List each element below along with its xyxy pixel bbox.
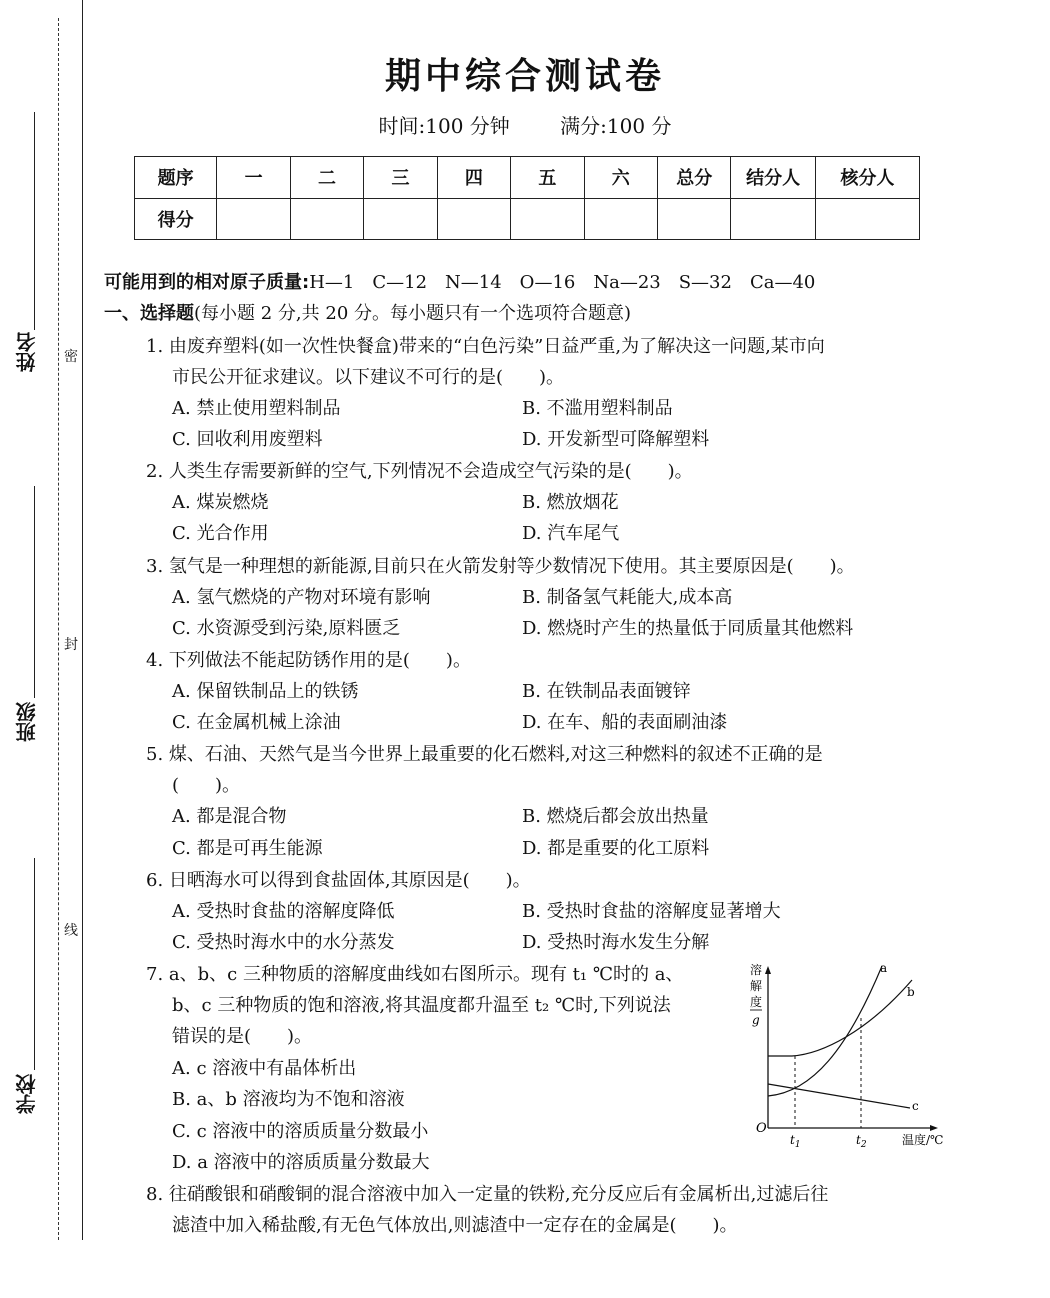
question-text: 8. 往硝酸银和硝酸铜的混合溶液中加入一定量的铁粉,充分反应后有金属析出,过滤后往 — [146, 1184, 829, 1205]
section-note: (每小题 2 分,共 20 分。每小题只有一个选项符合题意) — [194, 303, 632, 324]
option-b[interactable]: B. 燃放烟花 — [522, 492, 619, 513]
option-d[interactable]: D. 都是重要的化工原料 — [522, 838, 710, 859]
question-text: 5. 煤、石油、天然气是当今世界上最重要的化石燃料,对这三种燃料的叙述不正确的是 — [146, 744, 823, 765]
score-header-cell: 四 — [437, 157, 510, 199]
score-table-score-row — [135, 198, 920, 240]
question-text: 7. a、b、c 三种物质的溶解度曲线如右图所示。现有 t₁ ℃时的 a、 — [146, 964, 684, 985]
option-a[interactable]: A. 都是混合物 — [172, 806, 287, 827]
binding-dashed-line — [58, 18, 59, 1240]
score-header-cell: 二 — [290, 157, 363, 199]
x-axis-label: 温度/℃ — [902, 1133, 944, 1147]
name-label: 姓名 — [15, 332, 39, 372]
curve-c-label: c — [912, 1099, 919, 1113]
question-text: 3. 氢气是一种理想的新能源,目前只在火箭发射等少数情况下使用。其主要原因是( )。 — [146, 556, 855, 577]
option-a[interactable]: A. 氢气燃烧的产物对环境有影响 — [172, 587, 431, 608]
binding-feng: 封 — [64, 637, 78, 653]
option-c[interactable]: C. 水资源受到污染,原料匮乏 — [172, 618, 401, 639]
option-a[interactable]: A. 保留铁制品上的铁锈 — [172, 681, 359, 702]
question-text: 2. 人类生存需要新鲜的空气,下列情况不会造成空气污染的是( )。 — [146, 461, 693, 482]
score-header-cell: 结分人 — [731, 157, 815, 199]
option-b[interactable]: B. 受热时食盐的溶解度显著增大 — [522, 901, 781, 922]
score-input-cell[interactable] — [364, 198, 437, 240]
question-text: b、c 三种物质的饱和溶液,将其温度都升温至 t₂ ℃时,下列说法 — [172, 995, 671, 1016]
score-header-cell: 总分 — [657, 157, 730, 199]
option-b[interactable]: B. 不滥用塑料制品 — [522, 398, 673, 419]
t1-label: $t_1$ — [790, 1133, 801, 1150]
y-label-char: 解 — [750, 979, 763, 993]
solubility-curve-figure — [750, 960, 962, 1150]
full-score-info: 满分:100 分 — [560, 114, 672, 138]
option-a[interactable]: A. c 溶液中有晶体析出 — [172, 1058, 357, 1079]
option-d[interactable]: D. 开发新型可降解塑料 — [522, 429, 710, 450]
option-b[interactable]: B. 制备氢气耗能大,成本高 — [522, 587, 733, 608]
option-d[interactable]: D. 在车、船的表面刷油漆 — [522, 712, 728, 733]
atomic-mass-values: H—1 C—12 N—14 O—16 Na—23 S—32 Ca—40 — [309, 272, 816, 293]
binding-solid-line — [82, 0, 83, 1240]
question-text: 滤渣中加入稀盐酸,有无色气体放出,则滤渣中一定存在的金属是( )。 — [172, 1215, 738, 1236]
option-c[interactable]: C. 回收利用废塑料 — [172, 429, 323, 450]
option-c[interactable]: C. c 溶液中的溶质质量分数最小 — [172, 1121, 429, 1142]
class-field-line[interactable] — [34, 486, 35, 698]
atomic-mass-label: 可能用到的相对原子质量: — [104, 272, 310, 293]
question-text: 6. 日晒海水可以得到食盐固体,其原因是( )。 — [146, 870, 531, 891]
score-input-cell[interactable] — [815, 198, 919, 240]
score-header-cell: 六 — [584, 157, 657, 199]
option-b[interactable]: B. a、b 溶液均为不饱和溶液 — [172, 1089, 405, 1110]
binding-xian: 线 — [64, 923, 78, 939]
score-input-cell[interactable] — [731, 198, 815, 240]
school-field-line[interactable] — [34, 858, 35, 1070]
score-row-label: 得分 — [135, 198, 217, 240]
option-d[interactable]: D. 受热时海水发生分解 — [522, 932, 710, 953]
x-axis-arrow — [930, 1125, 938, 1131]
curve-c — [768, 1084, 910, 1108]
question-text: 4. 下列做法不能起防锈作用的是( )。 — [146, 650, 471, 671]
score-input-cell[interactable] — [511, 198, 584, 240]
question-text: ( )。 — [172, 775, 241, 796]
score-header-cell: 核分人 — [815, 157, 919, 199]
score-input-cell[interactable] — [657, 198, 730, 240]
exam-subtitle — [0, 110, 1050, 139]
option-d[interactable]: D. a 溶液中的溶质质量分数最大 — [172, 1152, 430, 1173]
school-label: 学校 — [15, 1074, 39, 1114]
option-c[interactable]: C. 在金属机械上涂油 — [172, 712, 341, 733]
option-a[interactable]: A. 煤炭燃烧 — [172, 492, 269, 513]
question-text: 1. 由废弃塑料(如一次性快餐盒)带来的“白色污染”日益严重,为了解决这一问题,某市向 — [146, 336, 825, 357]
y-label-char: 溶 — [750, 963, 763, 977]
score-input-cell[interactable] — [217, 198, 290, 240]
atomic-mass-line — [104, 272, 815, 294]
score-header-cell: 三 — [364, 157, 437, 199]
score-table — [134, 156, 920, 240]
option-d[interactable]: D. 燃烧时产生的热量低于同质量其他燃料 — [522, 618, 854, 639]
name-field-line[interactable] — [34, 112, 35, 330]
option-c[interactable]: C. 都是可再生能源 — [172, 838, 323, 859]
class-label: 班级 — [15, 702, 39, 742]
curve-b-label: b — [907, 985, 915, 999]
option-c[interactable]: C. 受热时海水中的水分蒸发 — [172, 932, 395, 953]
score-table-header-row — [135, 157, 920, 199]
exam-title: 期中综合测试卷 — [384, 56, 665, 97]
curve-b — [768, 980, 912, 1056]
option-b[interactable]: B. 燃烧后都会放出热量 — [522, 806, 709, 827]
score-header-cell: 题序 — [135, 157, 217, 199]
y-label-char: 度 — [750, 995, 763, 1009]
binding-mi: 密 — [64, 349, 78, 365]
score-input-cell[interactable] — [584, 198, 657, 240]
time-info: 时间:100 分钟 — [378, 114, 510, 138]
option-a[interactable]: A. 受热时食盐的溶解度降低 — [172, 901, 395, 922]
section-heading — [104, 303, 631, 325]
question-text: 错误的是( )。 — [172, 1026, 313, 1047]
option-b[interactable]: B. 在铁制品表面镀锌 — [522, 681, 691, 702]
score-header-cell: 五 — [511, 157, 584, 199]
option-a[interactable]: A. 禁止使用塑料制品 — [172, 398, 341, 419]
origin-label: O — [756, 1121, 767, 1136]
y-axis-arrow — [765, 966, 771, 974]
option-d[interactable]: D. 汽车尾气 — [522, 523, 620, 544]
question-text: 市民公开征求建议。以下建议不可行的是( )。 — [172, 367, 565, 388]
section-title: 一、选择题 — [104, 303, 194, 324]
score-input-cell[interactable] — [437, 198, 510, 240]
curve-a-label: a — [880, 961, 888, 975]
curve-a — [768, 966, 882, 1096]
score-header-cell: 一 — [217, 157, 290, 199]
score-input-cell[interactable] — [290, 198, 363, 240]
t2-label: $t_2$ — [856, 1133, 867, 1150]
option-c[interactable]: C. 光合作用 — [172, 523, 269, 544]
y-label-char: g — [752, 1013, 760, 1027]
